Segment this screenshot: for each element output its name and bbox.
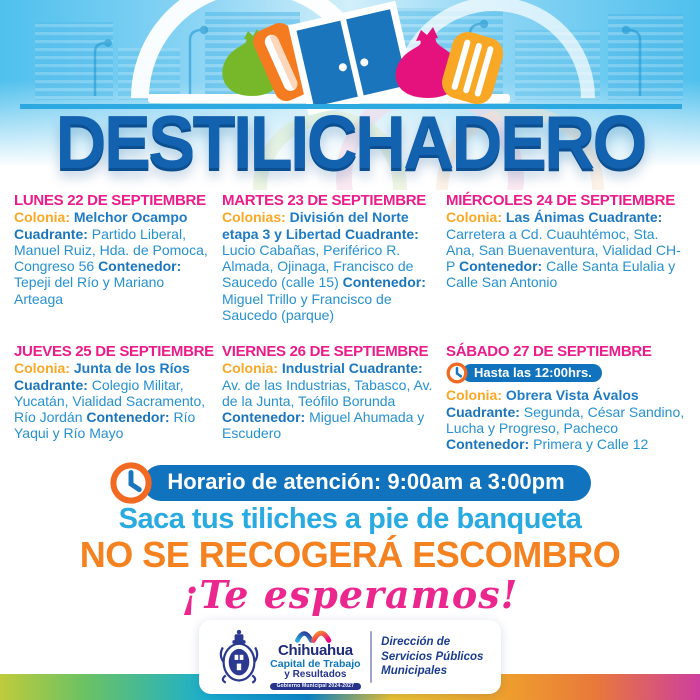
cuadrante-label: Cuadrante: bbox=[14, 225, 88, 242]
colonia-value: Junta de los Ríos bbox=[73, 360, 190, 377]
gobierno-municipal-pill: Gobierno Municipal 2024-2027 bbox=[270, 683, 362, 690]
day-heading: SÁBADO 27 DE SEPTIEMBRE bbox=[446, 343, 652, 361]
message-banqueta: Saca tus tiliches a pie de banqueta bbox=[118, 503, 582, 535]
chihuahua-brand: Chihuahua bbox=[277, 642, 353, 660]
cuadrante-value: Av. de las Industrias, Tabasco, Av. de la Junta, Teófilo Borunda bbox=[222, 376, 433, 409]
clock-icon bbox=[446, 362, 468, 384]
page-title: DESTILICHADERO bbox=[55, 101, 645, 185]
contenedor-value: Primera y Calle 12 bbox=[533, 436, 649, 453]
footer-logos-card bbox=[199, 620, 501, 694]
service-hours-row bbox=[0, 461, 700, 505]
day-heading: VIERNES 26 DE SEPTIEMBRE bbox=[222, 343, 429, 361]
colonia-label: Colonia: bbox=[446, 209, 502, 226]
cuadrante-value: Lucio Cabañas, Periférico R. Almada, Ojinaga, Francisco de Saucedo (calle 15) bbox=[222, 241, 414, 291]
day-heading: MARTES 23 DE SEPTIEMBRE bbox=[222, 192, 426, 209]
cuadrante-label: Cuadrante: bbox=[446, 403, 520, 420]
department-line: Servicios Públicos bbox=[381, 650, 484, 663]
department-line: Municipales bbox=[381, 665, 447, 678]
cuadrante-label: Cuadrante: bbox=[588, 209, 663, 226]
time-limit-badge-row bbox=[446, 362, 686, 384]
contenedor-value: Miguel Trillo y Francisco de Saucedo (parque) bbox=[222, 290, 392, 323]
contenedor-label: Contenedor: bbox=[222, 409, 306, 426]
contenedor-value: Miguel Ahumada y Escudero bbox=[222, 409, 425, 442]
cuadrante-value: Segunda, César Sandino, Lucha y Progreso, Pacheco bbox=[446, 403, 685, 436]
colonia-label: Colonia: bbox=[14, 360, 70, 377]
message-te-esperamos: ¡Te esperamos! bbox=[181, 572, 519, 617]
contenedor-value: Tepeji del Río y Mariano Arteaga bbox=[14, 274, 165, 307]
city-coat-of-arms-icon bbox=[217, 628, 261, 686]
colonia-value: Melchor Ocampo bbox=[73, 209, 188, 226]
contenedor-label: Contenedor: bbox=[86, 409, 170, 426]
cuadrante-label: Cuadrante: bbox=[348, 360, 423, 377]
schedule-block-miercoles bbox=[446, 192, 686, 323]
cuadrante-label: Cuadrante: bbox=[14, 376, 88, 393]
message-no-escombro: NO SE RECOGERÁ ESCOMBRO bbox=[79, 534, 621, 575]
cuadrante-label: Cuadrante: bbox=[344, 225, 419, 242]
colonia-value: Industrial bbox=[281, 360, 345, 377]
contenedor-value: Río Yaqui y Río Mayo bbox=[14, 409, 196, 442]
day-heading: JUEVES 25 DE SEPTIEMBRE bbox=[14, 343, 214, 361]
time-limit-badge: Hasta las 12:00hrs. bbox=[462, 364, 602, 382]
colonia-value: Obrera Vista Ávalos bbox=[505, 387, 639, 404]
colonia-value: División del Norte etapa 3 y Libertad bbox=[222, 209, 409, 242]
cuadrante-value: Partido Liberal, Manuel Ruiz, Hda. de Pomoca, Congreso 56 bbox=[14, 225, 208, 275]
chihuahua-tagline-2: y Resultados bbox=[284, 669, 347, 680]
schedule-block-martes bbox=[222, 192, 438, 323]
contenedor-label: Contenedor: bbox=[446, 436, 530, 453]
footer-divider bbox=[370, 631, 372, 683]
contenedor-label: Contenedor: bbox=[98, 258, 182, 275]
day-heading: LUNES 22 DE SEPTIEMBRE bbox=[14, 192, 206, 209]
schedule-block-viernes bbox=[222, 343, 438, 452]
day-heading: MIÉRCOLES 24 DE SEPTIEMBRE bbox=[446, 192, 675, 209]
colonia-value: Las Ánimas bbox=[505, 209, 585, 226]
colonia-label: Colonia: bbox=[222, 360, 278, 377]
chihuahua-logo-block bbox=[270, 624, 362, 690]
cuadrante-value: Carretera a Cd. Cuauhtémoc, Sta. Ana, San Buenaventura, Vialidad CH-P bbox=[446, 225, 681, 275]
schedule-block-sabado bbox=[446, 343, 686, 452]
contenedor-label: Contenedor: bbox=[342, 274, 426, 291]
department-name bbox=[381, 635, 483, 680]
colonia-label: Colonia: bbox=[14, 209, 70, 226]
colonia-label: Colonia: bbox=[446, 387, 502, 404]
contenedor-value: Calle Santa Eulalia y Calle San Antonio bbox=[446, 258, 676, 291]
schedule-grid bbox=[14, 192, 686, 452]
contenedor-label: Contenedor: bbox=[458, 258, 543, 275]
department-line: Dirección de bbox=[381, 635, 451, 648]
colonia-label: Colonias: bbox=[222, 209, 286, 226]
chihuahua-m-logo-icon bbox=[292, 624, 338, 643]
schedule-block-jueves bbox=[14, 343, 214, 452]
cuadrante-value: Colegio Militar, Yucatán, Vialidad Sacramento, Río Jordán bbox=[14, 376, 206, 426]
banner-sky bbox=[0, 0, 700, 190]
chihuahua-tagline-1: Capital de Trabajo bbox=[270, 657, 361, 670]
service-hours-pill: Horario de atención: 9:00am a 3:00pm bbox=[143, 465, 590, 501]
clock-icon bbox=[109, 461, 153, 505]
schedule-block-lunes bbox=[14, 192, 214, 323]
